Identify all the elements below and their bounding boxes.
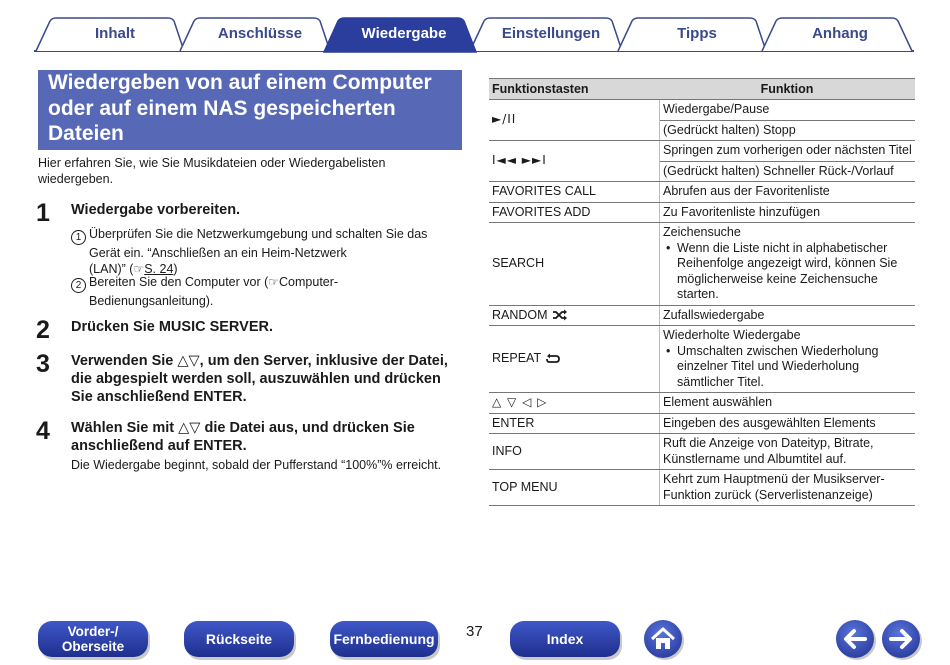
table-row: ENTER Eingeben des ausgewählten Elements	[489, 414, 915, 435]
repeat-icon	[545, 353, 561, 365]
page-link-24[interactable]: S. 24	[144, 262, 174, 276]
tab-einstellungen[interactable]: Einstellungen	[501, 25, 601, 42]
play-pause-icon: ►/II	[492, 112, 517, 127]
page-number: 37	[466, 623, 483, 640]
table-row: △ ▽ ◁ ▷ Element auswählen	[489, 393, 915, 414]
remote-control-button[interactable]: Fernbedienung	[330, 621, 438, 657]
table-header	[489, 78, 915, 100]
step-3-number: 3	[36, 350, 50, 378]
step-3-title: Verwenden Sie △▽, um den Server, inklusive der Datei, die abgespielt werden soll, auszuwählen und drücken Sie anschließend ENTER.	[71, 353, 448, 405]
table-row: TOP MENU Kehrt zum Hauptmenü der Musikserver-Funktion zurück (Serverlistenanzeige)	[489, 470, 915, 506]
step-2-title: Drücken Sie MUSIC SERVER.	[71, 319, 273, 335]
index-button[interactable]: Index	[510, 621, 620, 657]
step-4-note: Die Wiedergabe beginnt, sobald der Pufferstand “100%”% erreicht.	[71, 458, 442, 472]
table-row: FAVORITES ADD Zu Favoritenliste hinzufügen	[489, 203, 915, 224]
step-1-number: 1	[36, 199, 50, 227]
step-4-title: Wählen Sie mit △▽ die Datei aus, und drücken Sie anschließend auf ENTER.	[71, 420, 415, 454]
page-title: Wiedergeben von auf einem Computer oder auf einem NAS gespeicherten Dateien	[48, 71, 432, 145]
step-1-item-1: 1 Überprüfen Sie die Netzwerkumgebung und schalten Sie das Gerät ein. “Anschließen an ein Heim-Netzwerk (LAN)” (☞S. 24)	[71, 226, 461, 277]
marker-1: 1	[71, 230, 86, 245]
chapter-tabs	[34, 17, 914, 53]
forward-button[interactable]	[882, 620, 920, 658]
tab-tipps[interactable]: Tipps	[677, 25, 717, 42]
tab-anhang[interactable]: Anhang	[812, 25, 868, 42]
tab-anschluesse[interactable]: Anschlüsse	[217, 25, 303, 42]
table-row: SEARCH Zeichensuche • Wenn die Liste nicht in alphabetischer Reihenfolge angezeigt wird, können Sie möglicherweise keine Zeichensuche starten.	[489, 223, 915, 306]
back-button[interactable]	[836, 620, 874, 658]
arrow-left-icon	[836, 620, 874, 658]
rear-panel-button[interactable]: Rückseite	[184, 621, 294, 657]
table-row: REPEAT Wiederholte Wiedergabe • Umschalten zwischen Wiederholung einzelner Titel und Wiederholung sämtlicher Titel.	[489, 326, 915, 393]
step-4-number: 4	[36, 417, 50, 445]
hand-pointer-icon: ☞	[133, 262, 145, 276]
step-1-item-2: 2 Bereiten Sie den Computer vor (☞Computer- Bedienungsanleitung).	[71, 274, 461, 309]
intro-text: Hier erfahren Sie, wie Sie Musikdateien oder Wiedergabelisten wiedergeben.	[38, 156, 386, 186]
table-row: ►/II Wiedergabe/Pause (Gedrückt halten) Stopp	[489, 100, 915, 141]
header-function: Funktion	[760, 82, 814, 96]
skip-icon: I◄◄ ►►I	[492, 153, 547, 168]
tab-inhalt[interactable]: Inhalt	[95, 25, 135, 42]
cursor-keys-icon: △ ▽ ◁ ▷	[492, 395, 548, 409]
marker-2: 2	[71, 278, 86, 293]
table-row: RANDOM Zufallswiedergabe	[489, 306, 915, 327]
home-button[interactable]	[644, 620, 682, 658]
header-keys: Funktionstasten	[492, 82, 589, 96]
step-2-number: 2	[36, 316, 50, 344]
hand-pointer-icon: ☞	[268, 275, 280, 289]
arrow-right-icon	[882, 620, 920, 658]
tab-wiedergabe[interactable]: Wiedergabe	[361, 25, 447, 42]
table-row: INFO Ruft die Anzeige von Dateityp, Bitrate, Künstlername und Albumtitel auf.	[489, 434, 915, 470]
home-icon	[644, 620, 682, 658]
table-row: I◄◄ ►►I Springen zum vorherigen oder nächsten Titel (Gedrückt halten) Schneller Rück-/Vorlauf	[489, 141, 915, 182]
step-1-title: Wiedergabe vorbereiten.	[71, 202, 241, 218]
section-title-box	[38, 70, 462, 150]
function-table	[489, 78, 915, 506]
shuffle-icon	[552, 309, 568, 321]
front-top-button[interactable]: Vorder-/ Oberseite	[38, 621, 148, 657]
table-row: FAVORITES CALL Abrufen aus der Favoritenliste	[489, 182, 915, 203]
